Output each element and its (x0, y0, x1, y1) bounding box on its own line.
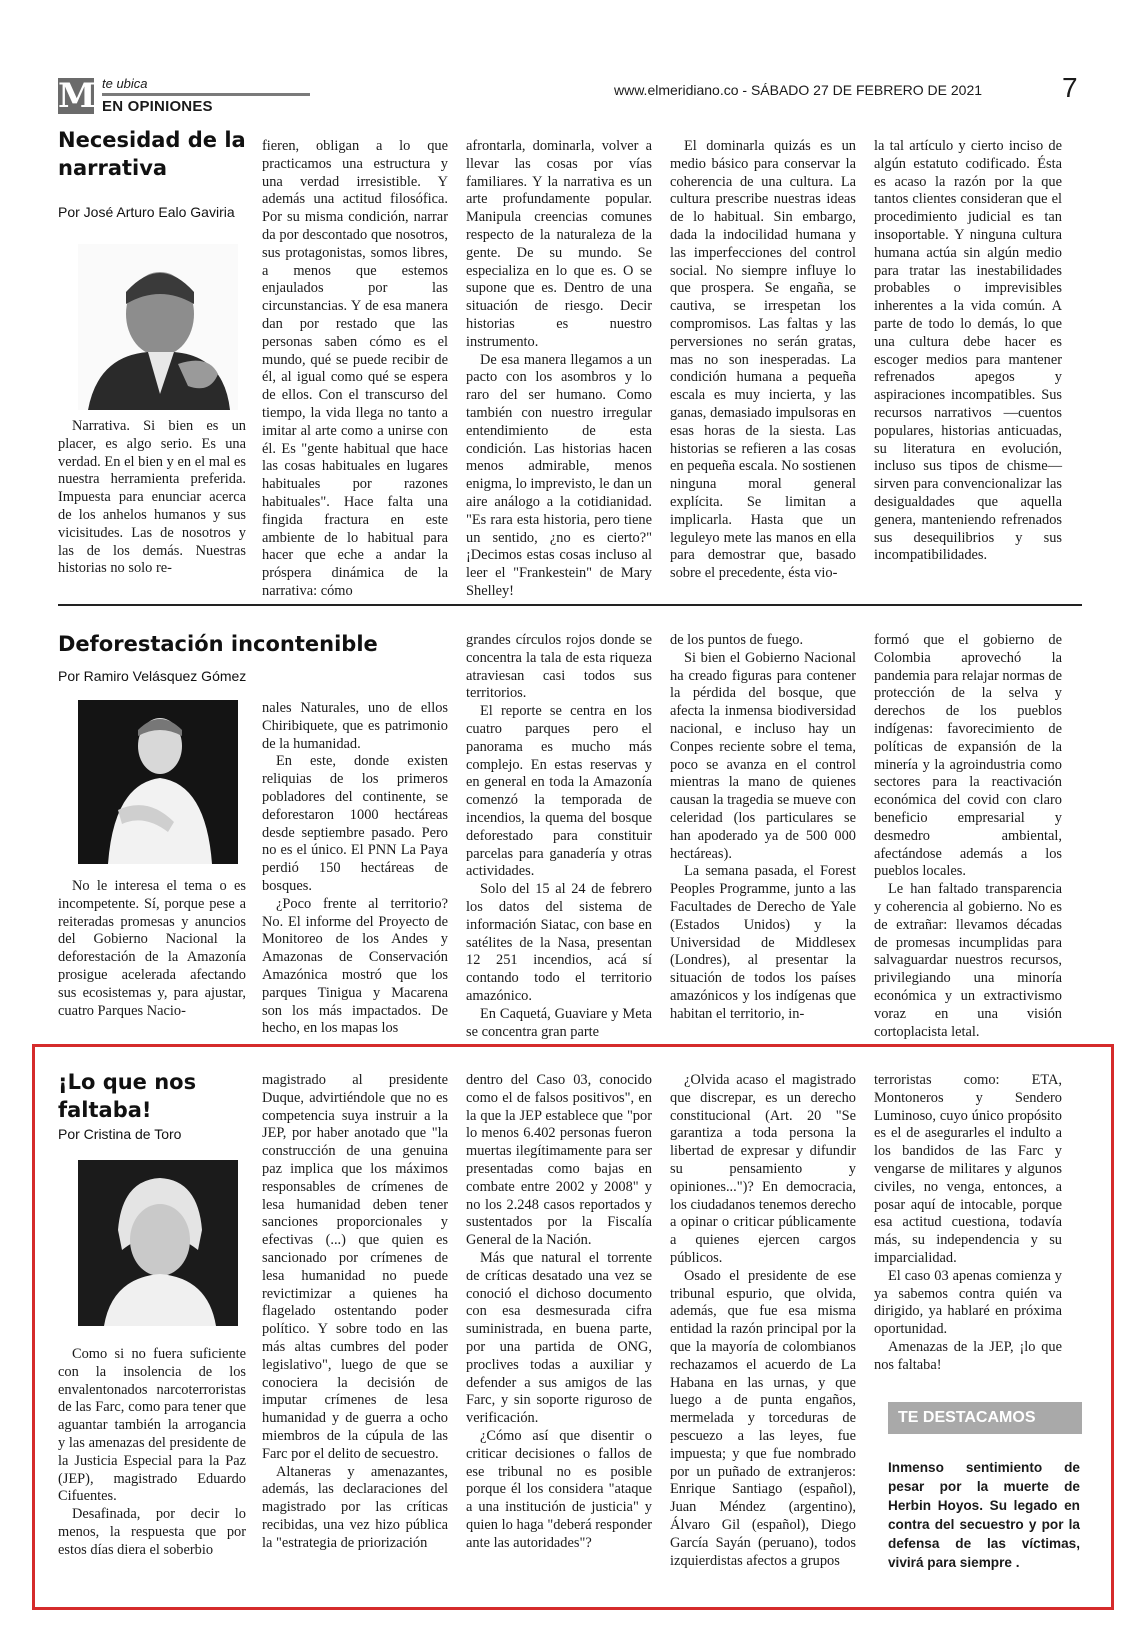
article-column (670, 632, 856, 1030)
paragraph: Le han faltado transparencia y coherencia al gobierno. No es de extrañar: llevamos décadas de promesas incumplidas para salvaguardar nuestros recursos, privilegiando una minoría económica y un extractivismo voraz en una visión cortoplacista letal. (874, 881, 1062, 1040)
article-byline: Por José Arturo Ealo Gaviria (58, 204, 235, 220)
article-column (466, 1072, 652, 1592)
paragraph: El caso 03 apenas comienza y ya sabemos contra quién va dirigido, ya hablaré en próxima oportunidad. (874, 1267, 1062, 1338)
highlight-label: TE DESTACAMOS (888, 1402, 1082, 1434)
dateline: www.elmeridiano.co - SÁBADO 27 DE FEBRERO DE 2021 (614, 82, 983, 98)
paragraph: de los puntos de fuego. (670, 632, 804, 648)
paragraph: No le interesa el tema o es incompetente. Sí, porque pese a reiteradas promesas y anuncios del Gobierno Nacional la deforestación de la Amazonía prosigue acelerada afectando sus ecosistemas y, para ajustar, cuatro Parques Nacio- (58, 878, 246, 1019)
newspaper-logo: M (58, 76, 96, 116)
article-column (58, 1346, 246, 1592)
paragraph: ¿Olvida acaso el magistrado que discrepar, es un derecho constitucional (Art. 20 "Se garantiza a toda persona la libertad de expresar y difundir su pensamiento y opiniones...")? En democracia, los ciudadanos tenemos derecho a opinar o criticar públicamente a quienes ejercen cargos públicos. (670, 1072, 856, 1266)
article-column (466, 138, 652, 599)
paragraph: Solo del 15 al 24 de febrero los datos del sistema de información Siatac, con base en satélites de la Nasa, presentan 12 251 incendios, acá sí contando todo el territorio amazónico. (466, 881, 652, 1004)
paragraph: formó que el gobierno de Colombia aprovechó la pandemia para relajar normas de protección de la selva y derechos de los pueblos indígenas: favorecimiento de políticas de expansión de la minería y la agroindustria como sectores para la reactivación económica del covid con claro beneficio empresarial y desmedro ambiental, afectándose además a los pueblos locales. (874, 632, 1062, 880)
article-column (262, 700, 448, 1037)
portrait-image (78, 244, 238, 410)
section-kicker: te ubica (102, 76, 148, 91)
article-column (874, 632, 1062, 1040)
article-byline: Por Ramiro Velásquez Gómez (58, 668, 247, 684)
paragraph: ¿Poco frente al territorio? No. El informe del Proyecto de Monitoreo de los Andes y Amazonas de Conservación Amazónica mostró que los parques Tinigua y Macarena son los más impactados. De hecho, en los mapas los (262, 895, 448, 1037)
paragraph: Osado el presidente de ese tribunal espurio, que olvida, además, que fue esa misma entidad la razón principal por la que la mayoría de colombianos rechazamos el acuerdo de La Habana en las urnas, y que luego a de punta engaños, mermelada y torceduras de pescuezo a las leyes, fue impuesta; y que fue nombrado por un puñado de extranjeros: Enrique Santiago (español), Juan Méndez (argentino), Álvaro Gil (español), Diego García Sayán (peruano), todos izquierdistas afectos a grupos (670, 1267, 856, 1569)
article-column (58, 418, 246, 588)
article-headline: Necesidad de la narrativa (58, 128, 246, 180)
author-photo (78, 1160, 238, 1326)
paragraph: Altaneras y amenazantes, además, las declaraciones del magistrado por las críticas recibidas, una vez hizo pública la "estrategia de priorización (262, 1463, 448, 1551)
article-column (670, 1072, 856, 1592)
paragraph: Desafinada, por decir lo menos, la respuesta que por estos días diera el soberbio (58, 1506, 246, 1558)
paragraph: En este, donde existen reliquias de los primeros pobladores del continente, se deforestaron 1000 hectáreas desde septiembre pasado. Pero no es el único. El PNN La Paya perdió 150 hectáreas de bosques. (262, 753, 448, 894)
paragraph: De esa manera llegamos a un pacto con los asombros y lo raro del ser humano. Como también con nuestro irregular entendimiento de esta condición. Las historias hacen menos admirable, menos enigma, lo imprevisto, le dan un aire análogo a la cotidianidad. "Es rara esta historia, pero tiene un sentido, ¿no es cierto?" ¡Decimos estas cosas incluso al leer el "Frankestein" de Mary Shelley! (466, 351, 652, 599)
page-number: 7 (1062, 72, 1078, 103)
article-column (262, 138, 448, 599)
paragraph: El reporte se centra en los cuatro parques pero el panorama es mucho más complejo. En estas reservas y en general en toda la Amazonía comenzó la temporada de incendios, la quema del bosque deforestado para constituir parcelas para ganadería y otras actividades. (466, 703, 652, 880)
paragraph: Como si no fuera suficiente con la insolencia de los envalentonados narcoterroristas de las Farc, como para tener que aguantar también la arrogancia y las amenazas del presidente de la Justicia Especial para la Paz (JEP), magistrado Eduardo Cifuentes. (58, 1346, 246, 1505)
highlight-text: Inmenso sentimiento de pesar por la muerte de Herbin Hoyos. Su legado en contra del secuestro y por la defensa de las víctimas, vivirá para siempre . (888, 1460, 1080, 1570)
article-column (58, 878, 246, 1030)
paragraph: terroristas como: ETA, Montoneros y Sendero Luminoso, cuyo único propósito es el de asegurarles el indulto a los bandidos de las Farc y vengarse de militares y algunos civiles, no venga, entonces, a posar aquí de intocable, porque esa actitud cuestiona, todavía más, su independencia y su imparcialidad. (874, 1072, 1062, 1266)
paragraph: la tal artículo y cierto inciso de algún estatuto codificado. Ésta es acaso la razón por la que tantos clientes consideran que el procedimiento judicial es tan insoportable. Y ninguna cultura humana actúa sin algún medio para tratar las inestabilidades probables o imprevisibles inherentes a la vida común. A parte de todo lo demás, lo que una cultura debe hacer es escoger medios para mantener refrenados apegos y aspiraciones incompatibles. Sus recursos narrativos —cuentos populares, historias anticuadas, su literatura en evolución, incluso sus tipos de chisme— sirven para convencionalizar las desigualdades que aquella genera, manteniendo refrenados sus desequilibrios y sus incompatibilidades. (874, 138, 1062, 564)
article-column (874, 1072, 1062, 1392)
paragraph: Más que natural el torrente de críticas desatado una vez se conoció el dichoso documento con esa desmesurada cifra suministrada, en buena parte, por una partida de ONG, proclives todas a auxiliar y defender a sus amigos de las Farc, y sin soporte riguroso de verificación. (466, 1249, 652, 1427)
paragraph: La semana pasada, el Forest Peoples Programme, junto a las Facultades de Derecho de Yale (Estados Unidos) y la Universidad de Middlesex (Londres), al presentar la situación de todos los países amazónicos y los indígenas que habitan el territorio, in- (670, 863, 856, 1022)
paragraph: grandes círculos rojos donde se concentra la tala de esta riqueza atraviesan casi todos sus territorios. (466, 632, 652, 702)
article-headline: Deforestación incontenible (58, 632, 378, 656)
article-column (670, 138, 856, 588)
paragraph: Amenazas de la JEP, ¡lo que nos faltaba! (874, 1338, 1062, 1373)
paragraph: Si bien el Gobierno Nacional ha creado figuras para contener la pérdida del bosque, que afecta la inmensa biodiversidad nacional, e incluso hay un Conpes reciente sobre el tema, poco se avanza en el control mientras la mano de quienes causan la tragedia se mueve con celeridad (los particulares se han apoderado ya de 500 000 hectáreas). (670, 649, 856, 862)
portrait-image (78, 1160, 238, 1326)
section-rule (102, 93, 310, 96)
article-column (262, 1072, 448, 1592)
paragraph: Narrativa. Si bien es un placer, es algo serio. Es una verdad. En el bien y en el mal es nuestra herramienta preferida. Impuesta para enunciar acerca de los anhelos humanos y sus vicisitudes. Las de nosotros y las de los demás. Nuestras historias no solo re- (58, 418, 246, 577)
portrait-image (78, 700, 238, 864)
article-column (874, 138, 1062, 588)
paragraph: afrontarla, dominarla, volver a llevar las cosas por vías familiares. Y la narrativa es un arte profundamente popular. Manipula creencias comunes respecto de la naturaleza de la gente. De su mundo. Se especializa en lo que es. O se supone que es. Dentro de una situación de riesgo. Decir historias es nuestro instrumento. (466, 138, 652, 350)
article-byline: Por Cristina de Toro (58, 1126, 182, 1142)
section-title: EN OPINIONES (102, 98, 213, 115)
paragraph: dentro del Caso 03, conocido como el de falsos positivos", en la que la JEP establece que "por lo menos 6.402 personas fueron muertas ilegítimamente para ser presentadas como bajas en combate entre 2002 y 2008" y no los 2.248 casos reportados y sustentados por la Fiscalía General de la Nación. (466, 1072, 652, 1249)
article-headline: ¡Lo que nos faltaba! (58, 1070, 197, 1122)
author-photo (78, 244, 238, 410)
paragraph: ¿Cómo así que disentir o criticar decisiones o fallos de ese tribunal no es posible porque él los considera "ataque a una institución de justicia" y quien lo haga "deberá responder ante las autoridades"? (466, 1427, 652, 1551)
paragraph: nales Naturales, uno de ellos Chiribiquete, que es patrimonio de la humanidad. (262, 700, 448, 752)
paragraph: fieren, obligan a lo que practicamos una estructura y una verdad irresistible. Y además una actitud filosófica. Por su misma condición, narrar da por descontado que nosotros, sus protagonistas, somos libres, a menos que estemos enjaulados por las circunstancias. Y de esa manera dan por restado que las personas saben cómo es el mundo, qué se puede recibir de él, al igual como qué se espera de ellos. Con el transcurso del tiempo, la vida llega no tanto a imitar al arte como a unirse con él. Es "gente habitual que hace las cosas habituales en lugares habituales por razones habituales". Hace falta una fingida fractura en este ambiente de lo habitual para hacer que eche a andar la próspera dinámica de la narrativa: cómo (262, 138, 448, 599)
paragraph: magistrado al presidente Duque, advirtiéndole que no es competencia suya instruir a la JEP, por haber anotado que "la construcción de una genuina paz implica que los máximos responsables de crímenes de lesa humanidad deben tener sanciones proporcionales y efectivas (...) que quien es sancionado por crímenes de lesa humanidad no puede revictimizar a quienes ha flagelado ostentando poder político. Y sobre todo en las más altas cumbres del poder legislativo", luego de que se conociera la decisión de imputar crímenes de lesa humanidad y de guerra a ocho miembros de la cúpula de las Farc por el delito de secuestro. (262, 1072, 448, 1462)
paragraph: En Caquetá, Guaviare y Meta se concentra gran parte (466, 1005, 652, 1040)
paragraph: El dominarla quizás es un medio básico para conservar la coherencia de una cultura. La cultura prescribe nuestras ideas de lo habitual. Sin embargo, dada la indocilidad humana y las imperfecciones del control social. No siempre influye lo que prospera. Se engaña, se cautiva, se irrespetan los compromisos. Las faltas y las perversiones no serán gratas, mas no son inesperadas. La condición humana a pequeña escala es muy incierta, y las ganas, demasiado impulsoras en esas horas de la siesta. Las historias se refieren a las cosas en pequeña escala. No sostienen ninguna moral general explícita. Se limitan a implicarla. Hasta que un leguleyo mete las manos en ella para demostrar que, basado sobre el precedente, ésta vio- (670, 138, 856, 582)
article-column (466, 632, 652, 1040)
author-photo (78, 700, 238, 864)
section-divider (58, 604, 1082, 606)
